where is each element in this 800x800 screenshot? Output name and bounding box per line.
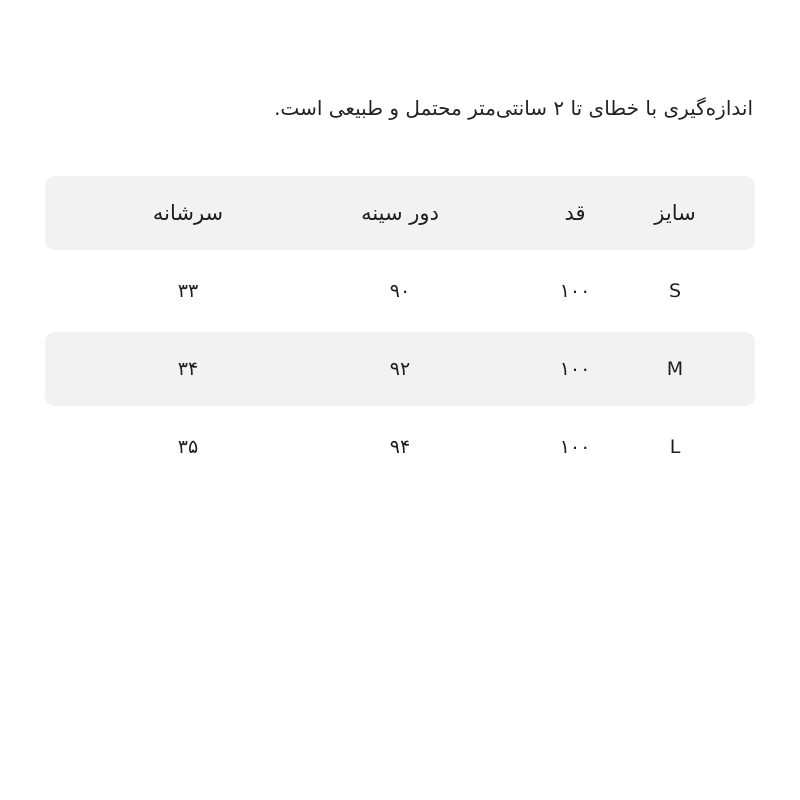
cell-size: S (668, 280, 682, 302)
cell-height: ۱۰۰ (559, 280, 591, 302)
cell-size: L (669, 436, 681, 458)
cell-chest: ۹۲ (389, 358, 411, 380)
cell-size: M (666, 358, 684, 380)
header-size: سایز (654, 201, 696, 225)
size-table (45, 176, 755, 488)
table-row (45, 254, 755, 328)
table-row (45, 410, 755, 484)
cell-height: ۱۰۰ (559, 358, 591, 380)
table-row (45, 332, 755, 406)
measurement-note: اندازه‌گیری با خطای تا ۲ سانتی‌متر محتمل و طبیعی است. (274, 96, 753, 120)
cell-chest: ۹۴ (389, 436, 411, 458)
table-header-row (45, 176, 755, 250)
header-height: قد (564, 201, 586, 225)
cell-shoulder: ۳۳ (177, 280, 199, 302)
header-shoulder: سرشانه (152, 201, 224, 225)
header-chest: دور سینه (361, 201, 439, 225)
cell-chest: ۹۰ (389, 280, 411, 302)
cell-height: ۱۰۰ (559, 436, 591, 458)
cell-shoulder: ۳۴ (177, 358, 199, 380)
cell-shoulder: ۳۵ (177, 436, 199, 458)
